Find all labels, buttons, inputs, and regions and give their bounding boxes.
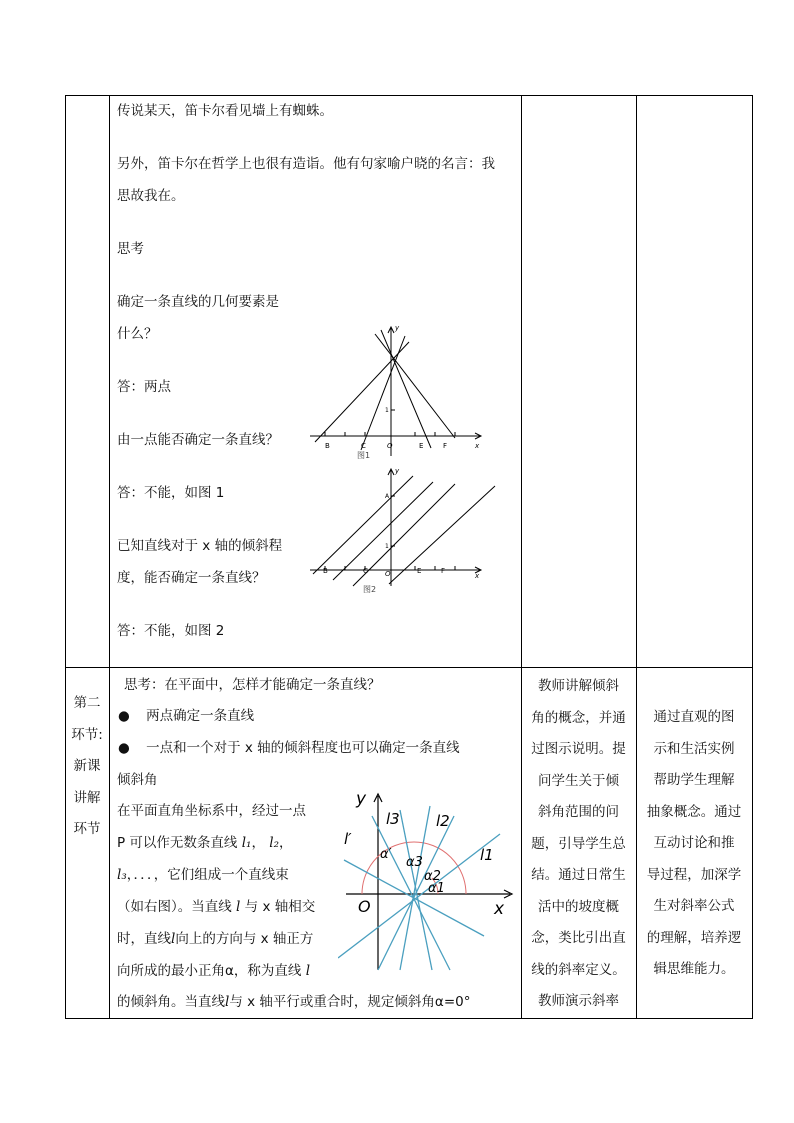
table-border-right [752,95,753,1019]
fig1-origin: O [387,442,393,450]
fig-l3: l3 [386,810,400,828]
para-text: 与 x 轴平行或重合时，规定倾斜角 [229,994,435,1010]
fig2-origin: O [385,570,391,578]
question-3a: 已知直线对于 x 轴的倾斜程 [117,538,283,554]
fig-alpha1: α1 [428,881,445,896]
math-l: l [236,899,241,915]
para-line-6 [117,962,310,980]
fig1-tick-label: 1 [385,407,389,414]
para-line-3 [117,866,289,884]
table-border-left [65,95,66,1019]
bullet-dot: ● [118,740,130,756]
fig-lprime: l′ [344,830,352,848]
row-divider [65,667,753,668]
answer-3: 答：不能，如图 2 [117,623,225,639]
math-alpha: α [225,963,234,979]
table-border-bottom [65,1018,753,1019]
question-3b: 度，能否确定一条直线？ [117,570,266,586]
fig2-tick-label: 1 [385,543,389,550]
fig1-line-f [375,334,455,438]
para-text: （如右图）。当直线 [117,899,232,915]
fig2-top-label: A [385,493,390,500]
design-intent [638,702,750,986]
fig2-y-label: y [395,467,400,475]
para-comma: ， [279,835,293,851]
figure-1 [305,322,505,464]
bullet-text: 一点和一个对于 x 轴的倾斜程度也可以确定一条直线 [146,740,460,756]
teacher-line: 问学生关于倾 [538,772,619,789]
teacher-line: 结。通过日常生 [531,867,626,883]
math-l: l [171,931,176,947]
answer-1: 答：两点 [117,379,171,395]
fig-x-label: x [494,899,505,919]
fig2-point-e: E [417,567,422,575]
col-divider-1 [109,95,110,1019]
fig1-point-c: C [361,442,366,450]
figure-2 [305,464,505,598]
teacher-line: 线的斜率定义。 [531,961,626,978]
bullet-2 [118,739,460,757]
intent-line: 辑思维能力。 [653,961,735,977]
math-dots: ，．．．， [126,867,168,883]
table-border-top [65,95,753,96]
teacher-line: 过图示说明。提 [531,741,626,757]
para-line-5 [117,930,313,948]
teacher-activity [523,671,634,1018]
math-l3: l₃ [117,867,127,883]
teacher-line: 角的概念，并通 [531,709,626,726]
para-text: 与 x 轴相交 [244,899,316,915]
fig2-x-label: x [475,572,480,580]
intent-line: 通过直观的图 [653,709,735,725]
fig-alphaprime: α′ [380,847,392,862]
question-1b: 什么？ [117,326,158,342]
intent-line: 生对斜率公式 [653,898,735,914]
para-text: 的倾斜角。当直线 [117,994,225,1010]
quote-line-2: 思故我在。 [117,188,185,204]
para-text: ，称为直线 [233,963,302,979]
bullet-dot: ● [118,708,130,724]
fig2-line-2 [333,482,433,580]
teacher-line: 活中的坡度概 [538,898,619,915]
col-divider-2 [521,95,522,1019]
fig-alpha2: α2 [424,869,441,884]
fig1-point-b: B [325,442,330,450]
fig-alpha3: α3 [406,855,423,870]
teacher-line: 念，类比引出直 [531,930,626,946]
para-text: 它们组成一个直线束 [167,867,289,883]
col-divider-3 [636,95,637,1019]
para-text: P 可以作无数条直线 [117,835,238,851]
fig1-y-label: y [395,324,400,332]
para-text: 向所成的最小正角 [117,963,225,979]
fig1-x-label: x [475,442,480,450]
fig2-point-c: C [363,567,368,575]
para-line-1: 在平面直角坐标系中，经过一点 [117,803,306,819]
para-comma: ， [251,835,265,851]
quote-line-1: 另外，笛卡尔在哲学上也很有造诣。他有句家喻户晓的名言：我 [117,156,495,172]
story-line: 传说某天，笛卡尔看见墙上有蜘蛛。 [117,103,333,119]
math-l2: l₂ [269,835,279,851]
intent-line: 互动讨论和推 [653,835,735,851]
intent-line: 导过程，加深学 [646,866,742,883]
para-line-7 [117,993,470,1011]
fig-origin: O [358,897,371,916]
teacher-line: 题，引导学生总 [531,835,626,852]
stage-label-line: 环节 [73,821,101,837]
section-heading: 倾斜角 [117,772,158,788]
stage-label-line: 讲解 [73,789,101,806]
think-question: 思考：在平面中，怎样才能确定一条直线？ [124,677,381,693]
fig2-point-b: B [323,567,328,575]
line-1 [338,834,500,958]
intent-line: 抽象概念。通过 [646,803,742,820]
fig1-point-f: F [443,442,448,450]
question-2: 由一点能否确定一条直线？ [117,432,279,448]
math-l: l [225,994,230,1010]
intent-line: 帮助学生理解 [653,772,735,788]
para-line-4 [117,898,315,916]
math-l: l [305,963,311,979]
para-text: 时，直线 [117,931,171,947]
fig1-caption: 图1 [357,451,371,460]
stage-label-line: 第二 [73,695,101,711]
fig2-point-f: F [441,567,446,575]
fig1-line-e [381,330,431,448]
fig1-line-c [361,336,405,450]
para-line-2 [117,834,293,852]
math-l1: l₁ [241,835,252,851]
teacher-line: 教师讲解倾斜 [538,678,619,694]
answer-2: 答：不能，如图 1 [117,485,225,501]
bullet-1 [118,707,254,725]
intent-line: 的理解，培养逻 [646,929,742,946]
fig2-caption: 图2 [363,585,377,594]
fig-y-label: y [356,789,367,809]
fig1-point-e: E [419,442,424,450]
fig-l1: l1 [480,846,494,864]
bullet-text: 两点确定一条直线 [146,708,255,724]
para-text: =0° [443,994,471,1010]
fig2-line-1 [313,476,413,574]
question-1a: 确定一条直线的几何要素是 [117,294,279,310]
fig1-line-b [315,342,409,442]
inclination-figure [338,786,514,974]
think-heading: 思考 [117,241,144,257]
teacher-line: 教师演示斜率 [538,993,619,1009]
math-alpha: α [434,994,444,1010]
stage-label-line: 新课 [73,758,101,774]
stage-label [66,688,108,846]
para-text: 向上的方向与 x 轴正方 [175,931,314,947]
teacher-line: 斜角范围的问 [538,804,619,820]
intent-line: 示和生活实例 [653,740,735,757]
stage-label-line: 环节: [71,726,103,743]
fig-l2: l2 [436,812,450,830]
